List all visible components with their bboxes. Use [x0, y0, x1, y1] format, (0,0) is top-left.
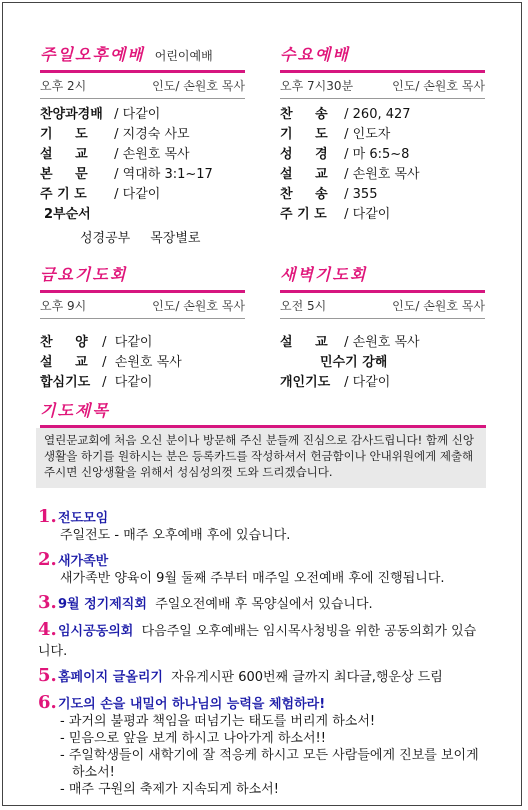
sunday-pm-section — [40, 42, 245, 249]
order-item: 설 교 / 손원호 목사 — [280, 335, 420, 350]
announcement-item: 4.임시공동의회 다음주일 오후예배는 임시목사청빙을 위한 공동의회가 있습니다. — [38, 619, 477, 659]
title-rule — [280, 290, 485, 293]
order-item: 찬 송 / 355 — [280, 187, 378, 202]
service-leader: 인도/ 손원호 목사 — [152, 299, 245, 313]
section-title: 새벽기도회 — [280, 265, 368, 284]
order-item: 찬 양 / 다같이 — [40, 335, 153, 350]
title-rule — [40, 70, 245, 73]
meta-divider — [40, 98, 245, 99]
welcome-notice: 열린문교회에 처음 오신 분이나 방문해 주신 분들께 진심으로 감사드립니다! 함께 신앙생활을 하기를 원하시는 분은 등록카드를 작성하셔서 헌금함이나 안내위원에게 제출해 주시면 신앙생활을 위해서 성심성의껏 도와 드리겠습니다. — [36, 428, 486, 488]
meta-divider — [280, 318, 485, 319]
prayer-bullet: - 주일학생들이 새학기에 잘 적응케 하시고 모든 사람들에게 진보를 보이게 하소서! — [60, 748, 479, 780]
order-item: 주 기 도 / 다같이 — [40, 187, 161, 202]
section-subtitle: 어린이예배 — [154, 49, 213, 63]
meta-divider — [40, 318, 245, 319]
order-item: 합심기도 / 다같이 — [40, 375, 153, 390]
service-time: 오후 9시 — [40, 299, 87, 313]
order-item: 민수기 강해 — [320, 355, 388, 370]
service-leader: 인도/ 손원호 목사 — [392, 299, 485, 313]
title-rule — [40, 290, 245, 293]
prayer-bullet: - 매주 구원의 축제가 지속되게 하소서! — [60, 782, 279, 797]
order-item: 찬 송 / 260, 427 — [280, 107, 411, 122]
service-leader: 인도/ 손원호 목사 — [392, 79, 485, 93]
announcement-item: 3.9월 정기제직회 주일오전예배 후 목양실에서 있습니다. — [38, 592, 373, 613]
friday-section — [40, 262, 245, 393]
section-title: 수요예배 — [280, 45, 350, 64]
section-title: 금요기도회 — [40, 265, 128, 284]
announcement-item: 5.홈페이지 글올리기 자유게시판 600번째 글까지 최다글,행운상 드림 — [38, 665, 443, 686]
dawn-section — [280, 262, 485, 393]
order-item: 기 도 / 지경숙 사모 — [40, 127, 190, 142]
order-item: 성 경 / 마 6:5~8 — [280, 147, 410, 162]
prayer-section — [40, 398, 486, 428]
order-item: 기 도 / 인도자 — [280, 127, 391, 142]
announcement-list — [38, 506, 488, 798]
order-item: 주 기 도 / 다같이 — [280, 207, 391, 222]
service-time: 오후 7시30분 — [280, 79, 354, 93]
order-item: 본 문 / 역대하 3:1~17 — [40, 167, 213, 182]
service-leader: 인도/ 손원호 목사 — [152, 79, 245, 93]
announcement-item: 2.새가족반 새가족반 양육이 9월 둘째 주부터 매주일 오전예배 후에 진행됩니다. — [38, 549, 445, 586]
order-item: 설 교 / 손원호 목사 — [40, 355, 182, 370]
part2-heading: 2부순서 — [44, 207, 91, 222]
wednesday-section — [280, 42, 485, 225]
announcement-item: 1.전도모임 주일전도 - 매주 오후예배 후에 있습니다. — [38, 506, 291, 543]
title-rule — [280, 70, 485, 73]
meta-divider — [280, 98, 485, 99]
order-item: 찬양과경배 / 다같이 — [40, 107, 161, 122]
prayer-bullet: - 믿음으로 앞을 보게 하시고 나아가게 하소서!! — [60, 731, 326, 746]
announcement-item: 6.기도의 손을 내밀어 하나님의 능력을 체험하라! - 과거의 불평과 책임을 떠넘기는 태도를 버리게 하소서! - 믿음으로 앞을 보게 하시고 나아가게 하소서!! - 주일학생들이 새학기에 잘 적응케 하시고 모든 사람들에게 진보를 보이게 하소서! - 매주 구원의 축제가 지속되게 하소서! — [38, 692, 488, 798]
section-title: 주일오후예배 — [40, 45, 145, 64]
order-item: 설 교 / 손원호 목사 — [280, 167, 420, 182]
service-time: 오후 2시 — [40, 79, 87, 93]
service-time: 오전 5시 — [280, 299, 327, 313]
order-item: 개인기도 / 다같이 — [280, 375, 391, 390]
section-title: 기도제목 — [40, 401, 110, 420]
prayer-bullet: - 과거의 불평과 책임을 떠넘기는 태도를 버리게 하소서! — [60, 714, 376, 729]
order-item: 설 교 / 손원호 목사 — [40, 147, 190, 162]
part2-items: 성경공부 목장별로 — [80, 231, 201, 246]
